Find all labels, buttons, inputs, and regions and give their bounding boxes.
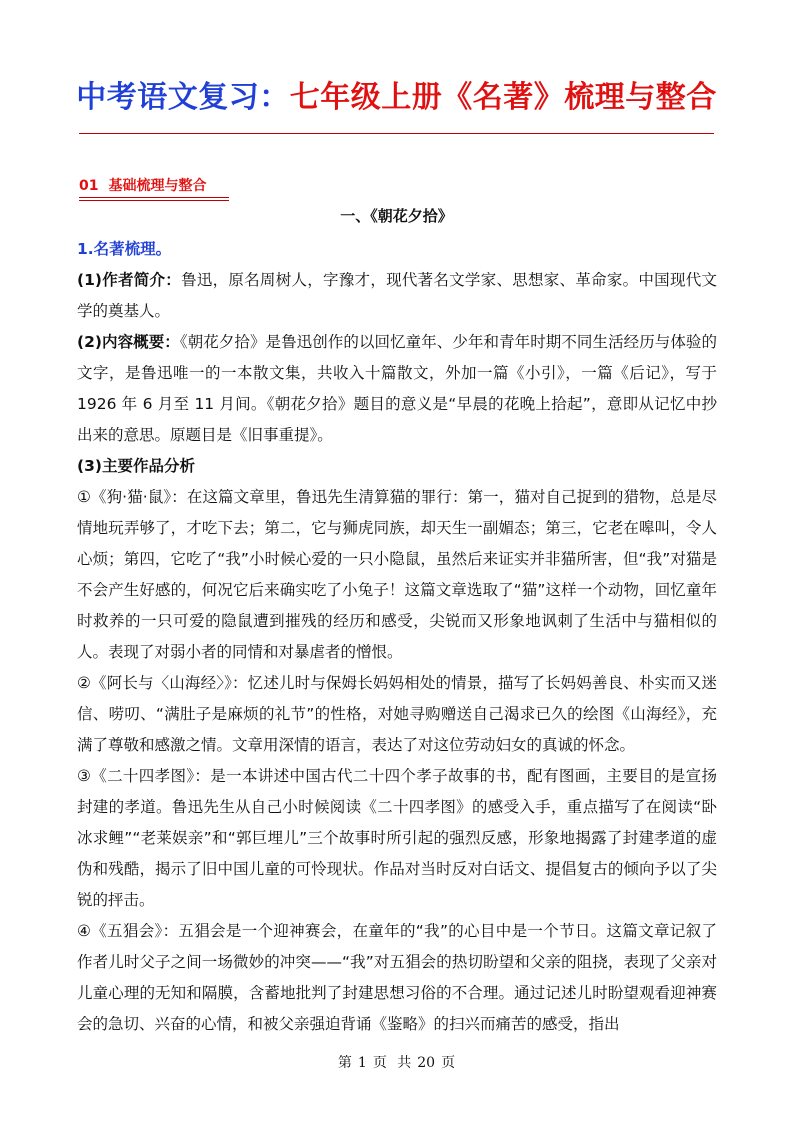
- work-paragraph: ③《二十四孝图》：是一本讲述中国古代二十四个孝子故事的书，配有图画，主要目的是宣扬封建的孝道。鲁迅先生从自己小时候阅读《二十四孝图》的感受入手，重点描写了在阅读“卧冰求鲤”“老莱娱亲”和“郭巨埋儿”三个故事时所引起的强烈反感，形象地揭露了封建孝道的虚伪和残酷，揭示了旧中国儿童的可怜现状。作品对当时反对白话文、提倡复古的倾向予以了尖锐的抨击。: [77, 767, 717, 909]
- title-part-red: 七年级上册《名著》梳理与整合: [289, 80, 717, 115]
- work-paragraph: ④《五猖会》：五猖会是一个迎神赛会，在童年的“我”的心目中是一个节日。这篇文章记叙了作者儿时父子之间一场微妙的冲突——“我”对五猖会的热切盼望和父亲的阻挠，表现了父亲对儿童心理的无知和隔膜，含蓄地批判了封建思想习俗的不合理。通过记述儿时盼望观看迎神赛会的急切、兴奋的心情，和被父亲强迫背诵《鉴略》的扫兴而痛苦的感受，指出: [77, 922, 717, 1033]
- section-underline-double: [79, 200, 229, 201]
- work-paragraph: ①《狗·猫·鼠》：在这篇文章里，鲁迅先生清算猫的罪行：第一，猫对自己捉到的猎物，总是尽情地玩弄够了，才吃下去；第二，它与狮虎同族，却天生一副媚态；第三，它老在嗥叫，令人心烦；第四，它吃了“我”小时候心爱的一只小隐鼠，虽然后来证实并非猫所害，但“我”对猫是不会产生好感的，何况它后来确实吃了小兔子！这篇文章选取了“猫”这样一个动物，回忆童年时救养的一只可爱的隐鼠遭到摧残的经历和感受，尖锐而又形象地讽刺了生活中与猫相似的人。表现了对弱小者的同情和对暴虐者的憎恨。: [77, 488, 717, 661]
- summary-paragraph: [77, 327, 717, 451]
- section-number: 01: [79, 178, 99, 194]
- summary-text: 《朝花夕拾》是鲁迅创作的以回忆童年、少年和青年时期不同生活经历与体验的文字，是鲁迅唯一的一本散文集，共收入十篇散文，外加一篇《小引》，一篇《后记》，写于 1926 年 6 月至 11 月间。《朝花夕拾》题目的意义是“早晨的花晚上拾起”，意即从记忆中抄出来的意思。原题目是《旧事重提》。: [77, 333, 717, 444]
- section-heading: [79, 176, 206, 196]
- author-label: (1)作者简介：: [77, 271, 182, 289]
- section-underline: [79, 197, 229, 198]
- title-part-blue: 中考语文复习：: [76, 80, 290, 115]
- page-total: 20: [417, 1055, 436, 1071]
- page-title: [0, 76, 793, 120]
- book-subtitle: 一、《朝花夕拾》: [340, 207, 453, 225]
- footer-label: 页: [372, 1055, 387, 1071]
- footer-label: 共: [397, 1055, 412, 1071]
- analysis-heading: (3)主要作品分析: [77, 457, 195, 475]
- author-paragraph: [77, 265, 717, 327]
- summary-label: (2)内容概要：: [77, 333, 180, 351]
- document-body: [77, 234, 717, 1040]
- author-text: 鲁迅，原名周树人，字豫才，现代著名文学家、思想家、革命家。中国现代文学的奠基人。: [77, 271, 717, 320]
- work-paragraph: ②《阿长与〈山海经〉》：忆述儿时与保姆长妈妈相处的情景，描写了长妈妈善良、朴实而又迷信、唠叨、“满肚子是麻烦的礼节”的性格，对她寻购赠送自己渴求已久的绘图《山海经》，充满了尊敬和感激之情。文章用深情的语言，表达了对这位劳动妇女的真诚的怀念。: [77, 674, 717, 754]
- page-number: 1: [357, 1055, 367, 1071]
- heading-book-review: 1.名著梳理。: [77, 240, 172, 258]
- footer-label: 页: [441, 1055, 456, 1071]
- page-footer: [0, 1053, 793, 1073]
- section-label: 基础梳理与整合: [108, 178, 207, 194]
- footer-label: 第: [337, 1055, 352, 1071]
- title-divider: [79, 133, 714, 134]
